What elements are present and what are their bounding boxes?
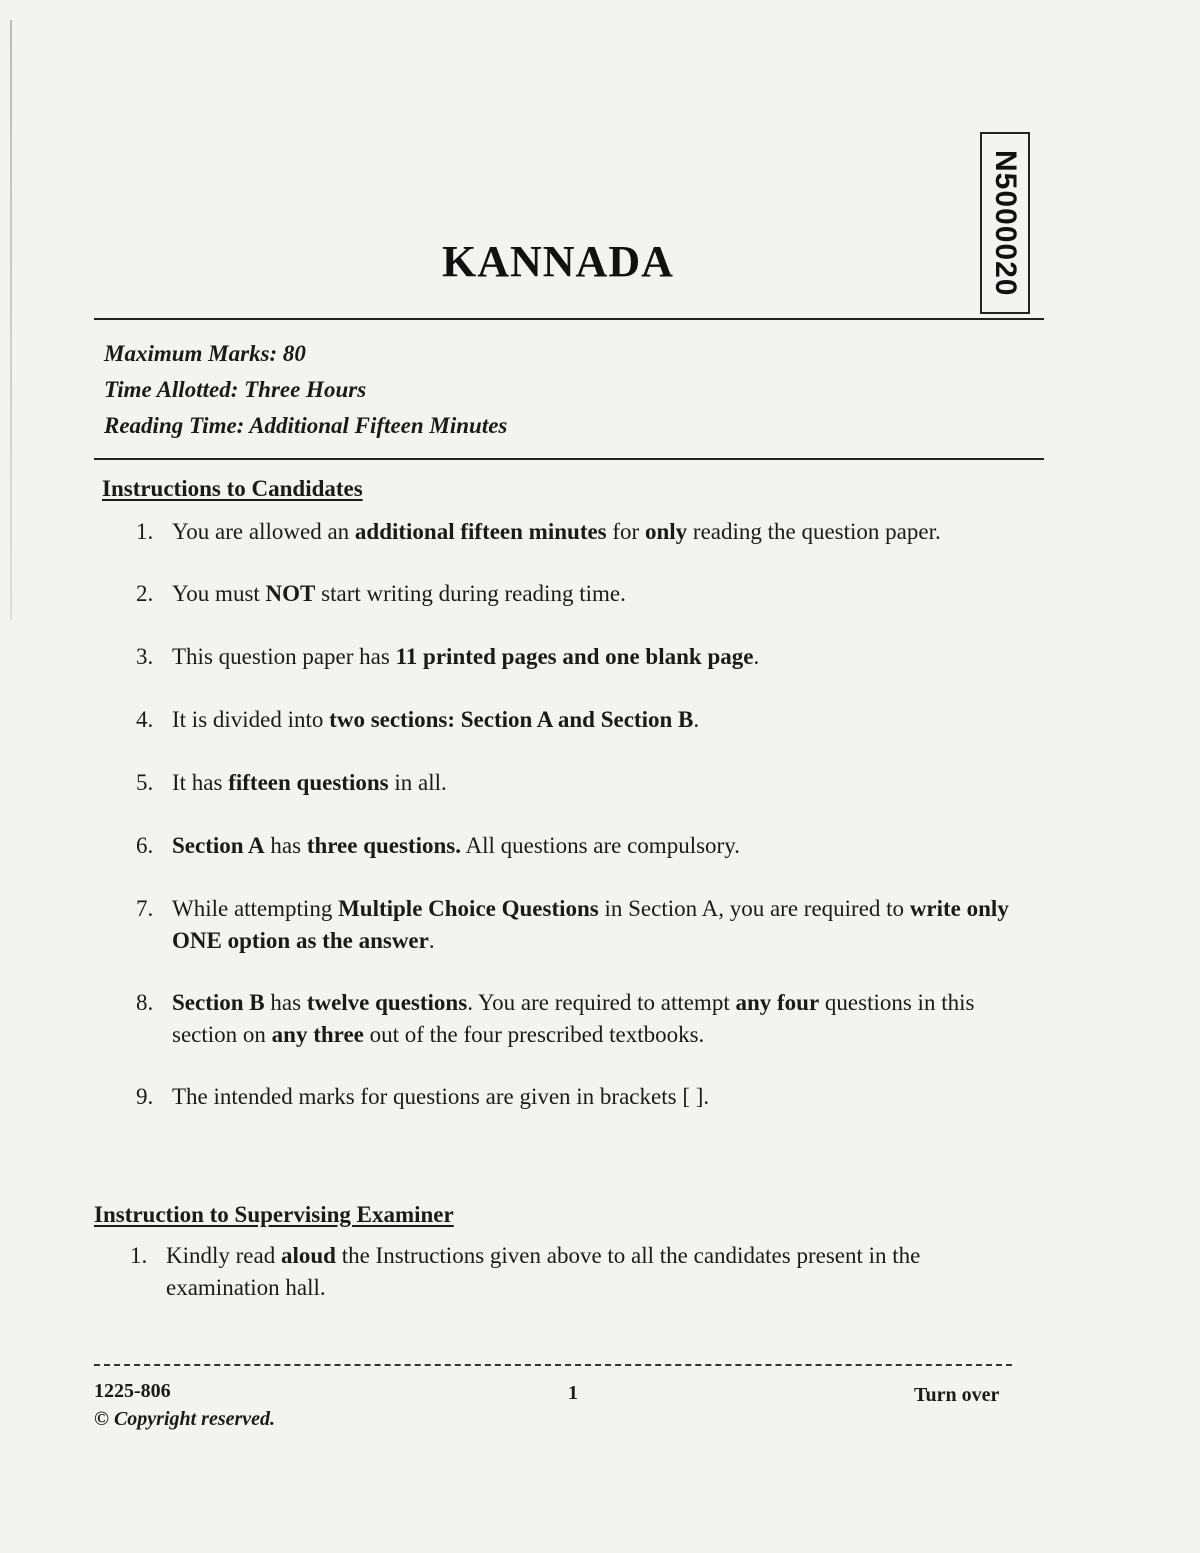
instruction-emphasis: any four xyxy=(735,990,820,1015)
time-allotted: Time Allotted: Three Hours xyxy=(104,377,367,402)
max-marks: Maximum Marks: 80 xyxy=(104,341,306,366)
exam-meta xyxy=(104,336,507,444)
instruction-text: Kindly read xyxy=(166,1243,281,1268)
instruction-item xyxy=(136,1081,1030,1113)
instruction-emphasis: aloud xyxy=(280,1243,336,1268)
instruction-text: The intended marks for questions are given in brackets [ ]. xyxy=(172,1084,710,1109)
instruction-text: in all. xyxy=(388,770,447,795)
instruction-text: for xyxy=(606,519,645,544)
instruction-emphasis: two sections: Section A and Section B xyxy=(329,707,694,732)
page-title: KANNADA xyxy=(442,237,674,286)
instruction-number: 5. xyxy=(136,770,154,795)
examiner-heading: Instruction to Supervising Examiner xyxy=(94,1202,454,1227)
turn-over-label: Turn over xyxy=(914,1384,1000,1406)
instruction-text: It is divided into xyxy=(172,707,330,732)
meta-rule xyxy=(94,458,1044,460)
instruction-text: . xyxy=(428,928,435,953)
instruction-text: . xyxy=(753,644,760,669)
instruction-item xyxy=(136,641,1030,673)
instruction-text: questions in this section on xyxy=(172,990,975,1047)
instruction-number: 2. xyxy=(136,581,154,606)
scan-edge-shadow xyxy=(10,20,12,620)
reading-time: Reading Time: Additional Fifteen Minutes xyxy=(104,413,508,438)
instruction-text: . xyxy=(693,707,700,732)
instruction-text: has xyxy=(264,833,307,858)
instruction-emphasis: write only ONE option as the answer xyxy=(172,896,1009,953)
instruction-text: in Section A, you are required to xyxy=(598,896,910,921)
examiner-instructions-list xyxy=(130,1240,1026,1304)
instruction-text: You must xyxy=(172,581,266,606)
instruction-item xyxy=(130,1240,1026,1304)
instruction-text: It has xyxy=(172,770,229,795)
title-rule xyxy=(94,318,1044,320)
footer-rule xyxy=(94,1364,1012,1366)
instruction-emphasis: Multiple Choice Questions xyxy=(338,896,599,921)
instruction-text: out of the four prescribed textbooks. xyxy=(363,1022,705,1047)
instruction-item xyxy=(136,767,1030,799)
instruction-item xyxy=(136,893,1030,957)
instruction-number: 4. xyxy=(136,707,154,732)
instruction-number: 8. xyxy=(136,990,154,1015)
instruction-text: the Instructions given above to all the candidates present in the examination hall. xyxy=(166,1243,921,1300)
candidates-heading: Instructions to Candidates xyxy=(102,476,363,501)
instruction-text: All questions are compulsory. xyxy=(461,833,740,858)
instruction-emphasis: additional fifteen minutes xyxy=(354,519,607,544)
instruction-item xyxy=(136,830,1030,862)
instruction-number: 1. xyxy=(130,1243,148,1268)
instruction-emphasis: three questions. xyxy=(306,833,462,858)
instruction-number: 1. xyxy=(136,519,154,544)
instruction-item xyxy=(136,987,1030,1051)
instruction-text: reading the question paper. xyxy=(687,519,941,544)
instruction-emphasis: fifteen questions xyxy=(228,770,389,795)
page-number: 1 xyxy=(568,1382,578,1404)
instruction-number: 9. xyxy=(136,1084,154,1109)
instruction-text: While attempting xyxy=(172,896,339,921)
instruction-text: You are allowed an xyxy=(172,519,355,544)
copyright-notice: © Copyright reserved. xyxy=(94,1408,276,1430)
instruction-emphasis: any three xyxy=(271,1022,364,1047)
instruction-text: has xyxy=(264,990,307,1015)
instruction-item xyxy=(136,516,1030,548)
serial-number: N5000020 xyxy=(989,149,1022,297)
instruction-emphasis: twelve questions xyxy=(306,990,468,1015)
paper-code: 1225-806 xyxy=(94,1380,171,1402)
instruction-item xyxy=(136,704,1030,736)
instruction-number: 6. xyxy=(136,833,154,858)
instruction-text: . You are required to attempt xyxy=(467,990,736,1015)
instruction-number: 7. xyxy=(136,896,154,921)
instruction-emphasis: Section B xyxy=(172,990,265,1015)
instruction-number: 3. xyxy=(136,644,154,669)
instruction-emphasis: 11 printed pages and one blank page xyxy=(395,644,754,669)
instruction-emphasis: Section A xyxy=(172,833,265,858)
serial-number-box xyxy=(980,132,1030,314)
instruction-emphasis: NOT xyxy=(265,581,316,606)
instruction-text: This question paper has xyxy=(172,644,396,669)
instruction-item xyxy=(136,578,1030,610)
instruction-emphasis: only xyxy=(644,519,688,544)
candidates-instructions-list xyxy=(136,516,1030,1113)
instruction-text: start writing during reading time. xyxy=(315,581,626,606)
